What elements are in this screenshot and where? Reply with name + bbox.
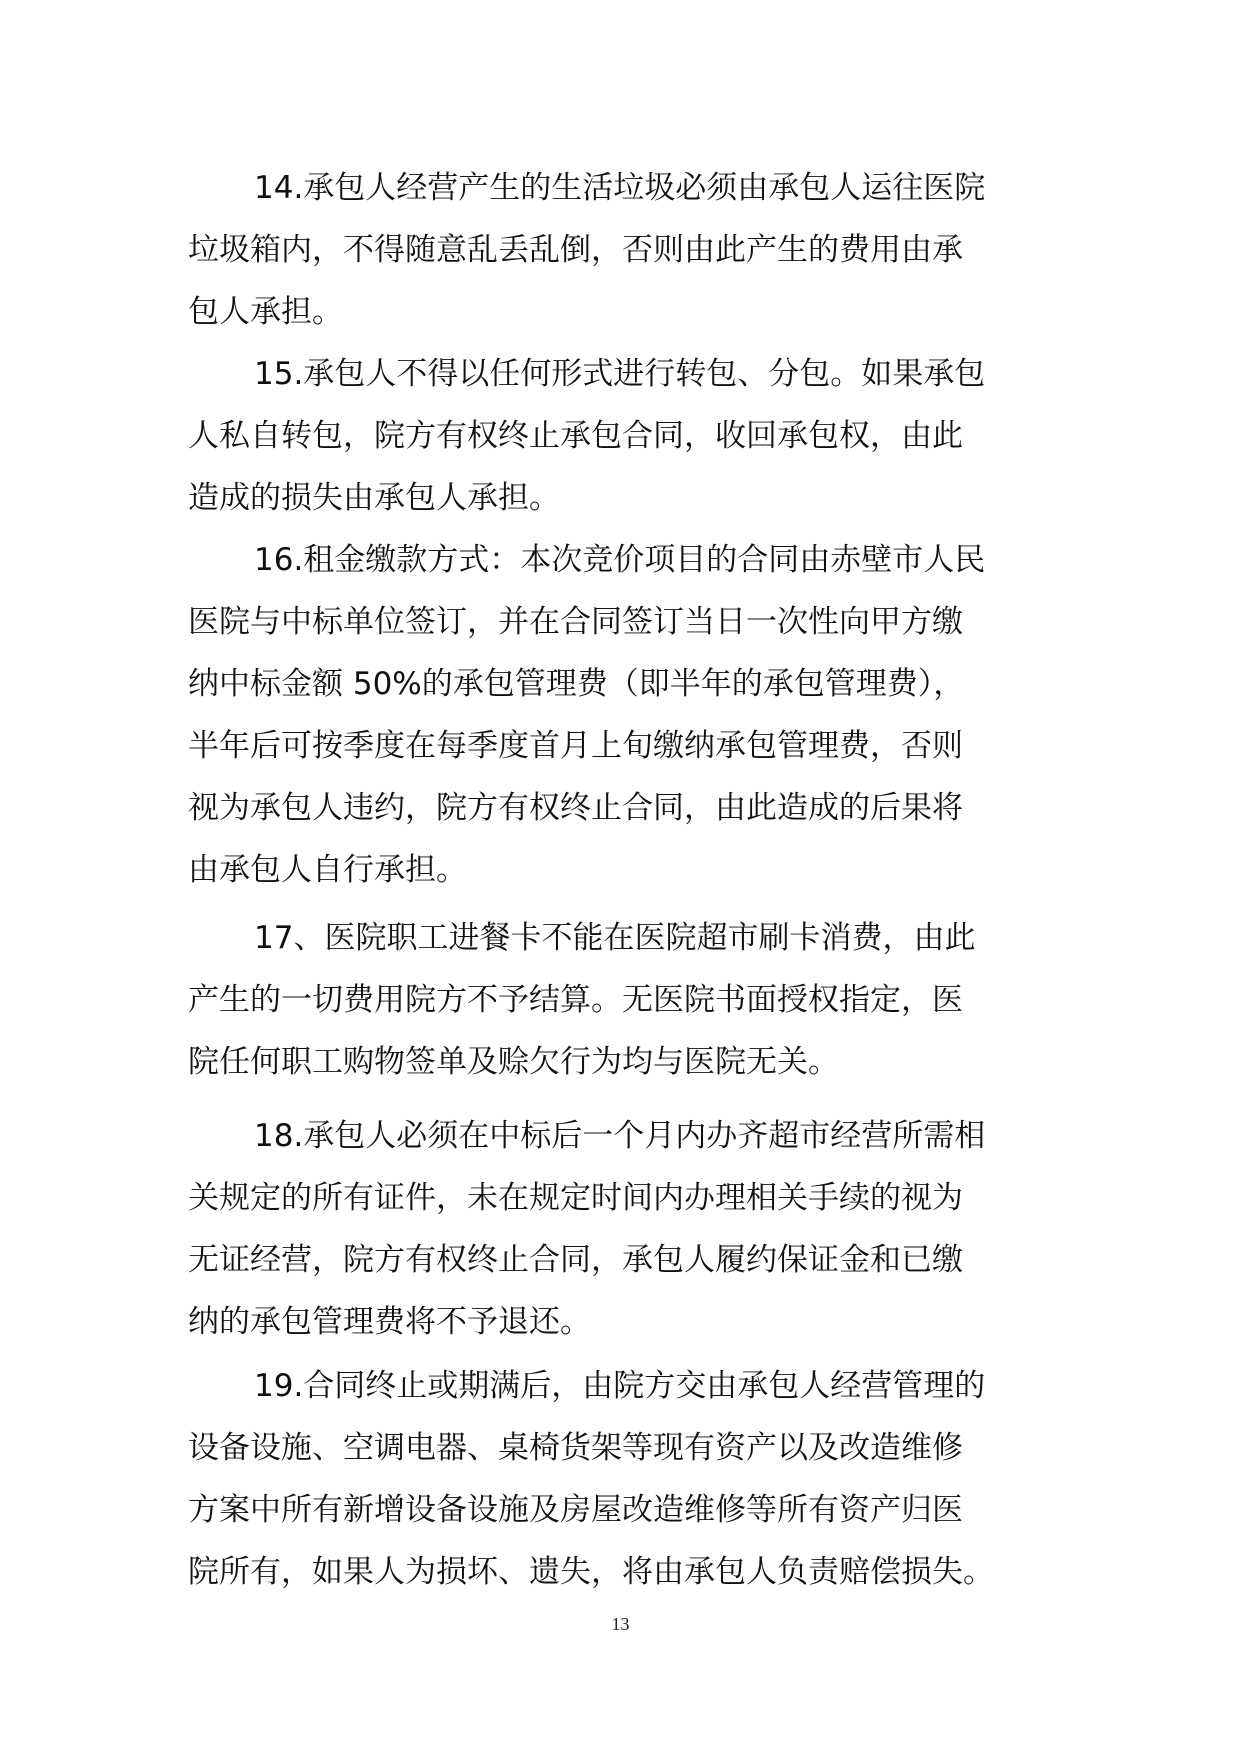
clause-line: 院任何职工购物签单及赊欠行为均与医院无关。 — [188, 1044, 839, 1080]
clause-line: 方案中所有新增设备设施及房屋改造维修等所有资产归医 — [188, 1492, 963, 1528]
clause-line: 15.承包人不得以任何形式进行转包、分包。如果承包 — [254, 356, 986, 392]
clause-line: 院所有，如果人为损坏、遗失，将由承包人负责赔偿损失。 — [188, 1554, 994, 1590]
clause-17 — [188, 907, 1058, 1093]
clause-line: 纳的承包管理费将不予退还。 — [188, 1304, 591, 1340]
clause-line: 造成的损失由承包人承担。 — [188, 480, 560, 516]
clause-line: 16.租金缴款方式：本次竞价项目的合同由赤壁市人民 — [254, 542, 986, 578]
page-number: 13 — [611, 1614, 630, 1634]
clause-line: 设备设施、空调电器、桌椅货架等现有资产以及改造维修 — [188, 1430, 963, 1466]
clause-15 — [188, 343, 1058, 529]
clause-line: 垃圾箱内，不得随意乱丢乱倒，否则由此产生的费用由承 — [188, 232, 963, 268]
clause-line: 19.合同终止或期满后，由院方交由承包人经营管理的 — [254, 1368, 986, 1404]
contract-clauses — [188, 157, 1058, 1603]
clause-line: 14.承包人经营产生的生活垃圾必须由承包人运往医院 — [254, 170, 986, 206]
clause-line: 纳中标金额 50%的承包管理费（即半年的承包管理费）， — [188, 666, 965, 702]
clause-line: 半年后可按季度在每季度首月上旬缴纳承包管理费，否则 — [188, 728, 963, 764]
clause-line: 无证经营，院方有权终止合同，承包人履约保证金和已缴 — [188, 1242, 963, 1278]
clause-line: 视为承包人违约，院方有权终止合同，由此造成的后果将 — [188, 790, 963, 826]
clause-line: 包人承担。 — [188, 294, 343, 330]
clause-14 — [188, 157, 1058, 343]
clause-line: 产生的一切费用院方不予结算。无医院书面授权指定，医 — [188, 982, 963, 1018]
clause-line: 人私自转包，院方有权终止承包合同，收回承包权，由此 — [188, 418, 963, 454]
clause-line: 18.承包人必须在中标后一个月内办齐超市经营所需相 — [254, 1118, 986, 1154]
clause-line: 由承包人自行承担。 — [188, 852, 467, 888]
clause-18 — [188, 1105, 1058, 1353]
clause-16 — [188, 529, 1058, 901]
clause-19 — [188, 1355, 1058, 1603]
clause-line: 关规定的所有证件，未在规定时间内办理相关手续的视为 — [188, 1180, 963, 1216]
clause-line: 医院与中标单位签订，并在合同签订当日一次性向甲方缴 — [188, 604, 963, 640]
clause-line: 17、医院职工进餐卡不能在医院超市刷卡消费，由此 — [254, 920, 976, 956]
